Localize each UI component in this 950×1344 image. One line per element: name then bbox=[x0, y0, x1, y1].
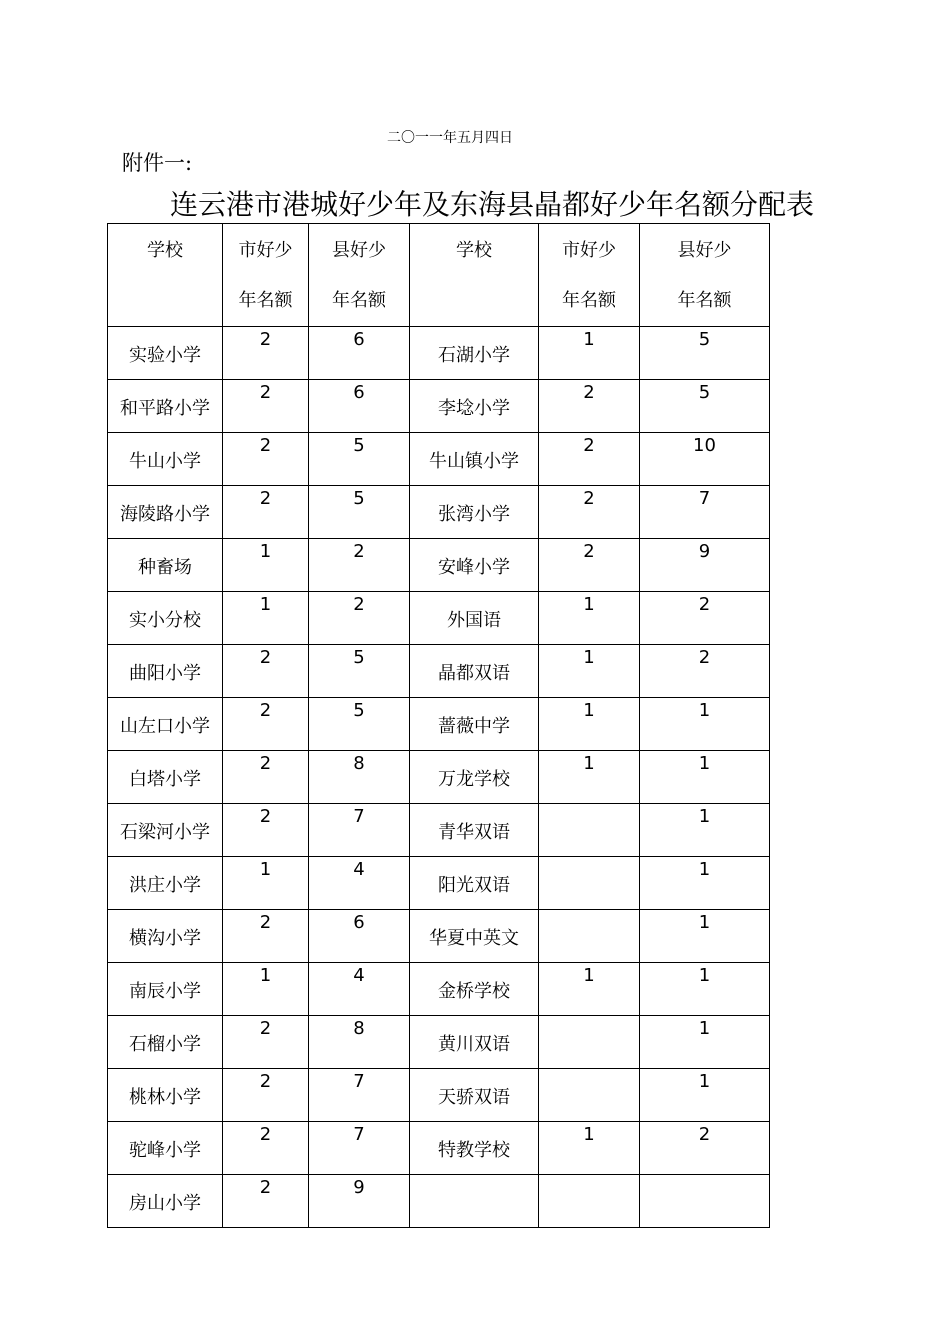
school-name-cell: 南辰小学 bbox=[108, 963, 223, 1016]
county-quota-cell: 6 bbox=[309, 910, 410, 963]
header-county-line1: 县好少 bbox=[332, 240, 386, 261]
school-name-cell: 房山小学 bbox=[108, 1175, 223, 1228]
city-quota-cell: 2 bbox=[223, 486, 309, 539]
document-date: 二〇一一年五月四日 bbox=[387, 130, 513, 146]
school-name-cell: 石梁河小学 bbox=[108, 804, 223, 857]
school-name-cell: 蔷薇中学 bbox=[410, 698, 539, 751]
county-quota-cell: 2 bbox=[309, 539, 410, 592]
header-county-line2: 年名额 bbox=[332, 290, 386, 311]
school-name-cell: 阳光双语 bbox=[410, 857, 539, 910]
table-body bbox=[108, 327, 770, 1228]
school-name-cell: 黄川双语 bbox=[410, 1016, 539, 1069]
city-quota-cell: 1 bbox=[223, 963, 309, 1016]
county-quota-cell: 7 bbox=[309, 804, 410, 857]
county-quota-cell: 10 bbox=[640, 433, 770, 486]
county-quota-cell: 1 bbox=[640, 910, 770, 963]
city-quota-cell bbox=[539, 1175, 640, 1228]
school-name-cell: 青华双语 bbox=[410, 804, 539, 857]
table-header-row bbox=[108, 224, 770, 327]
county-quota-cell: 7 bbox=[309, 1122, 410, 1175]
county-quota-cell: 2 bbox=[640, 592, 770, 645]
header-county-line1: 县好少 bbox=[677, 240, 732, 261]
school-name-cell: 张湾小学 bbox=[410, 486, 539, 539]
city-quota-cell: 1 bbox=[539, 751, 640, 804]
table-row bbox=[108, 486, 770, 539]
county-quota-cell: 5 bbox=[309, 698, 410, 751]
table-row bbox=[108, 433, 770, 486]
table-row bbox=[108, 327, 770, 380]
header-city-quota-left bbox=[223, 224, 309, 327]
city-quota-cell bbox=[539, 857, 640, 910]
county-quota-cell: 2 bbox=[640, 1122, 770, 1175]
city-quota-cell: 1 bbox=[539, 327, 640, 380]
school-name-cell: 牛山镇小学 bbox=[410, 433, 539, 486]
school-name-cell: 万龙学校 bbox=[410, 751, 539, 804]
city-quota-cell: 2 bbox=[223, 751, 309, 804]
header-county-quota-left bbox=[309, 224, 410, 327]
table-row bbox=[108, 380, 770, 433]
county-quota-cell: 5 bbox=[309, 433, 410, 486]
city-quota-cell: 2 bbox=[539, 539, 640, 592]
school-name-cell: 和平路小学 bbox=[108, 380, 223, 433]
city-quota-cell: 2 bbox=[539, 380, 640, 433]
quota-table bbox=[107, 223, 770, 1228]
school-name-cell: 天骄双语 bbox=[410, 1069, 539, 1122]
school-name-cell: 华夏中英文 bbox=[410, 910, 539, 963]
school-name-cell: 曲阳小学 bbox=[108, 645, 223, 698]
county-quota-cell: 4 bbox=[309, 857, 410, 910]
county-quota-cell: 1 bbox=[640, 963, 770, 1016]
table-row bbox=[108, 1016, 770, 1069]
city-quota-cell: 2 bbox=[539, 433, 640, 486]
city-quota-cell bbox=[539, 1069, 640, 1122]
city-quota-cell: 2 bbox=[223, 910, 309, 963]
school-name-cell: 石榴小学 bbox=[108, 1016, 223, 1069]
city-quota-cell bbox=[539, 1016, 640, 1069]
school-name-cell: 外国语 bbox=[410, 592, 539, 645]
city-quota-cell: 2 bbox=[223, 380, 309, 433]
table-row bbox=[108, 751, 770, 804]
city-quota-cell: 1 bbox=[223, 592, 309, 645]
table-row bbox=[108, 698, 770, 751]
city-quota-cell: 1 bbox=[223, 857, 309, 910]
county-quota-cell: 9 bbox=[640, 539, 770, 592]
city-quota-cell: 1 bbox=[223, 539, 309, 592]
county-quota-cell: 4 bbox=[309, 963, 410, 1016]
county-quota-cell: 1 bbox=[640, 698, 770, 751]
city-quota-cell: 2 bbox=[223, 1069, 309, 1122]
county-quota-cell: 2 bbox=[640, 645, 770, 698]
table-row bbox=[108, 592, 770, 645]
table-row bbox=[108, 1069, 770, 1122]
school-name-cell: 李埝小学 bbox=[410, 380, 539, 433]
city-quota-cell: 2 bbox=[539, 486, 640, 539]
school-name-cell: 牛山小学 bbox=[108, 433, 223, 486]
city-quota-cell: 1 bbox=[539, 645, 640, 698]
table-row bbox=[108, 1175, 770, 1228]
table-row bbox=[108, 857, 770, 910]
table-row bbox=[108, 1122, 770, 1175]
school-name-cell: 驼峰小学 bbox=[108, 1122, 223, 1175]
header-city-line2: 年名额 bbox=[562, 290, 616, 311]
table-row bbox=[108, 539, 770, 592]
city-quota-cell: 2 bbox=[223, 1175, 309, 1228]
county-quota-cell: 5 bbox=[309, 486, 410, 539]
county-quota-cell: 7 bbox=[309, 1069, 410, 1122]
county-quota-cell: 1 bbox=[640, 804, 770, 857]
city-quota-cell: 2 bbox=[223, 804, 309, 857]
county-quota-cell: 1 bbox=[640, 1069, 770, 1122]
school-name-cell: 洪庄小学 bbox=[108, 857, 223, 910]
city-quota-cell: 2 bbox=[223, 327, 309, 380]
city-quota-cell bbox=[539, 804, 640, 857]
school-name-cell: 白塔小学 bbox=[108, 751, 223, 804]
city-quota-cell: 1 bbox=[539, 592, 640, 645]
county-quota-cell: 9 bbox=[309, 1175, 410, 1228]
school-name-cell: 桃林小学 bbox=[108, 1069, 223, 1122]
county-quota-cell: 5 bbox=[640, 327, 770, 380]
county-quota-cell: 1 bbox=[640, 1016, 770, 1069]
city-quota-cell: 2 bbox=[223, 1016, 309, 1069]
header-school-right: 学校 bbox=[410, 224, 539, 327]
city-quota-cell: 1 bbox=[539, 963, 640, 1016]
header-city-line1: 市好少 bbox=[238, 240, 293, 261]
header-school-left: 学校 bbox=[108, 224, 223, 327]
school-name-cell: 实小分校 bbox=[108, 592, 223, 645]
county-quota-cell: 7 bbox=[640, 486, 770, 539]
city-quota-cell: 2 bbox=[223, 698, 309, 751]
school-name-cell: 实验小学 bbox=[108, 327, 223, 380]
table-row bbox=[108, 804, 770, 857]
city-quota-cell: 2 bbox=[223, 433, 309, 486]
school-name-cell: 安峰小学 bbox=[410, 539, 539, 592]
school-name-cell: 晶都双语 bbox=[410, 645, 539, 698]
county-quota-cell: 1 bbox=[640, 751, 770, 804]
county-quota-cell: 1 bbox=[640, 857, 770, 910]
header-city-line2: 年名额 bbox=[238, 290, 293, 311]
county-quota-cell: 2 bbox=[309, 592, 410, 645]
county-quota-cell: 8 bbox=[309, 751, 410, 804]
table-row bbox=[108, 645, 770, 698]
county-quota-cell: 8 bbox=[309, 1016, 410, 1069]
county-quota-cell: 5 bbox=[640, 380, 770, 433]
school-name-cell bbox=[410, 1175, 539, 1228]
table-row bbox=[108, 963, 770, 1016]
city-quota-cell: 2 bbox=[223, 1122, 309, 1175]
city-quota-cell: 2 bbox=[223, 645, 309, 698]
table-row bbox=[108, 910, 770, 963]
page-title: 连云港市港城好少年及东海县晶都好少年名额分配表 bbox=[169, 188, 814, 221]
school-name-cell: 横沟小学 bbox=[108, 910, 223, 963]
county-quota-cell: 6 bbox=[309, 327, 410, 380]
school-name-cell: 石湖小学 bbox=[410, 327, 539, 380]
school-name-cell: 种畜场 bbox=[108, 539, 223, 592]
county-quota-cell: 6 bbox=[309, 380, 410, 433]
county-quota-cell bbox=[640, 1175, 770, 1228]
school-name-cell: 金桥学校 bbox=[410, 963, 539, 1016]
city-quota-cell: 1 bbox=[539, 1122, 640, 1175]
school-name-cell: 海陵路小学 bbox=[108, 486, 223, 539]
header-county-quota-right bbox=[640, 224, 770, 327]
attachment-label: 附件一: bbox=[122, 151, 193, 175]
city-quota-cell: 1 bbox=[539, 698, 640, 751]
county-quota-cell: 5 bbox=[309, 645, 410, 698]
school-name-cell: 特教学校 bbox=[410, 1122, 539, 1175]
school-name-cell: 山左口小学 bbox=[108, 698, 223, 751]
header-city-line1: 市好少 bbox=[562, 240, 616, 261]
header-county-line2: 年名额 bbox=[677, 290, 732, 311]
header-city-quota-right bbox=[539, 224, 640, 327]
city-quota-cell bbox=[539, 910, 640, 963]
